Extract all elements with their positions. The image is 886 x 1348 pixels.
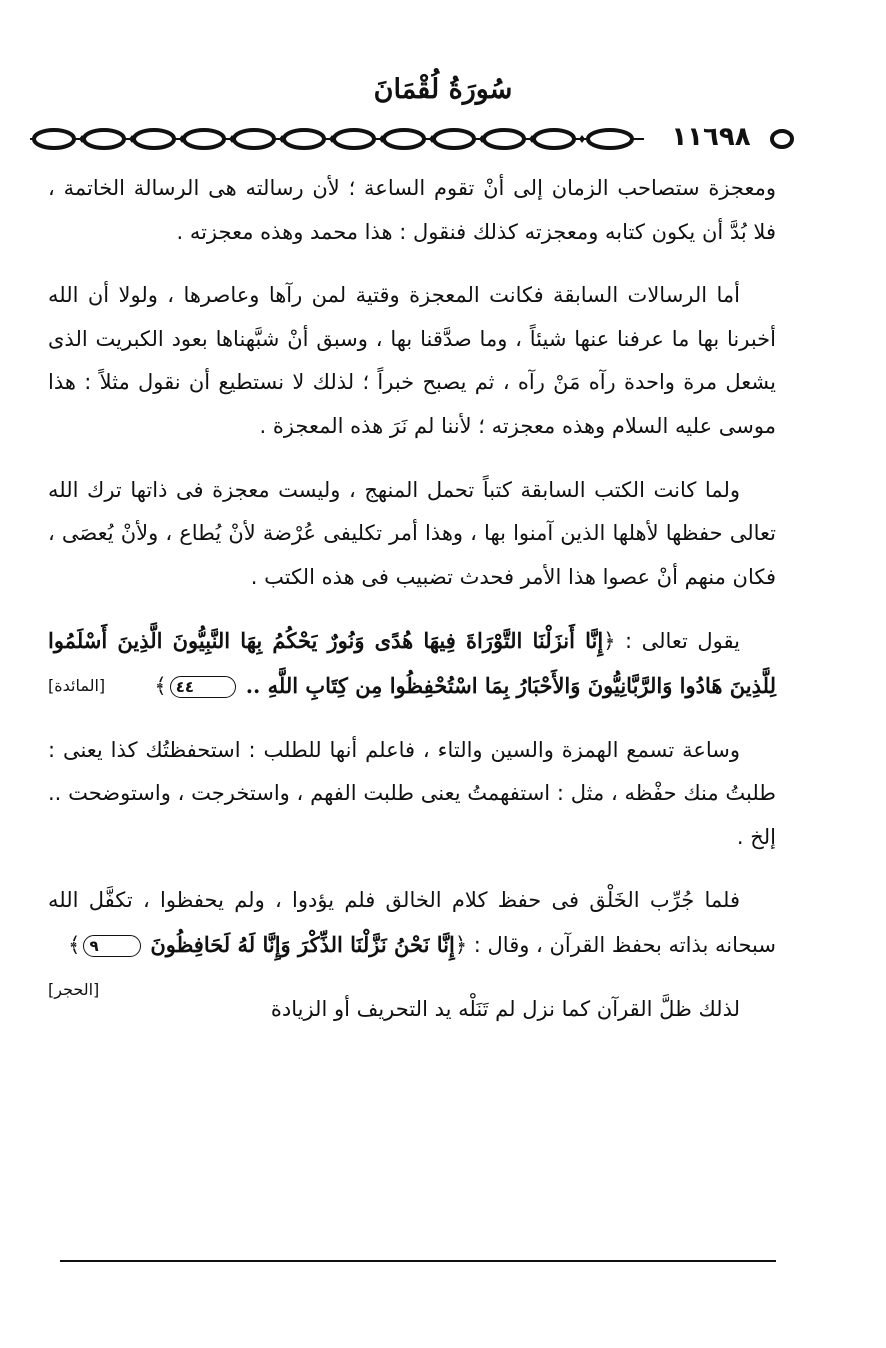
quran-verse: إِنَّا نَحْنُ نَزَّلْنَا الذِّكْرَ وَإِنَّا لَهُ لَحَافِظُونَ [150,931,455,957]
ayah-number: ٤٤ [170,676,236,698]
verse-intro: يقول تعالى : ﴿ [603,629,740,654]
verse-source: [المائدة] [48,675,106,695]
paragraph-3: ولما كانت الكتب السابقة كتباً تحمل المنهج ، وليست معجزة فى ذاتها ترك الله تعالى حفظها لأهلها الذين آمنوا بها ، وهذا أمر تكليفى عُرْضة لأنْ يُطاع ، ولأنْ يُعصَى ، فكان منهم أنْ عصوا هذا الأمر فحدث تضبيب فى هذه الكتب . [48,477,776,589]
paragraph-4 [48,619,776,708]
paragraph-6 [48,879,776,999]
ayah-number: ٩ [83,935,140,957]
ornament-border [30,124,644,154]
verse-close-bracket: ﴾ [68,932,81,957]
verse-intro: فلما جُرِّب الخَلْق فى حفظ كلام الخالق فلم يؤدوا ، ولم يحفظوا ، تكفَّل الله سبحانه بذاته بحفظ القرآن ، وقال : ﴿ [48,888,776,957]
paragraph-7: لذلك ظلَّ القرآن كما نزل لم تَنَلْه يد التحريف أو الزيادة [270,996,740,1021]
ornament-end-cap [770,127,794,151]
footer-rule [60,1260,776,1262]
verse-close-bracket: ﴾ [154,673,167,698]
paragraph-1: ومعجزة ستصاحب الزمان إلى أنْ تقوم الساعة ؛ لأن رسالته هى الرسالة الخاتمة ، فلا بُدَّ أن يكون كتابه ومعجزته كذلك فنقول : هذا محمد وهذه معجزته . [48,176,776,244]
quran-verse: إِنَّا أَنزَلْنَا التَّوْرَاةَ فِيهَا هُدًى وَنُورٌ يَحْكُمُ بِهَا النَّبِيُّونَ الَّذِينَ أَسْلَمُوا لِلَّذِينَ هَادُوا وَالرَّبَّانِيُّونَ وَالأَحْبَارُ بِمَا اسْتُحْفِظُوا مِن كِتَابِ اللَّهِ .. [48,628,776,698]
verse-source: [الحجر] [48,979,100,999]
paragraph-5: وساعة تسمع الهمزة والسين والتاء ، فاعلم أنها للطلب : استحفظتُك كذا يعنى : طلبتُ منك حفْظه ، مثل : استفهمتُ يعنى طلبت الفهم ، واستخرجت ، واستوضحت .. إلخ . [48,737,776,849]
page-number: ١١٦٩٨ [671,122,751,152]
paragraph-2: أما الرسالات السابقة فكانت المعجزة وقتية لمن رآها وعاصرها ، ولولا أن الله أخبرنا بها ما عرفنا عنها شيئاً ، وما صدَّقنا بها ، وسبق أنْ شبَّهناها بعود الكبريت الذى يشعل مرة واحدة رآه مَنْ رآه ، ثم يصبح خبراً ؛ لذلك لا نستطيع أن نقول مثلاً : هذا موسى عليه السلام وهذه معجزته ؛ لأننا لم نَرَ هذه المعجزة . [48,283,776,438]
surah-title: سُورَةُ لُقْمَانَ [373,74,513,105]
page-body [48,167,776,1051]
